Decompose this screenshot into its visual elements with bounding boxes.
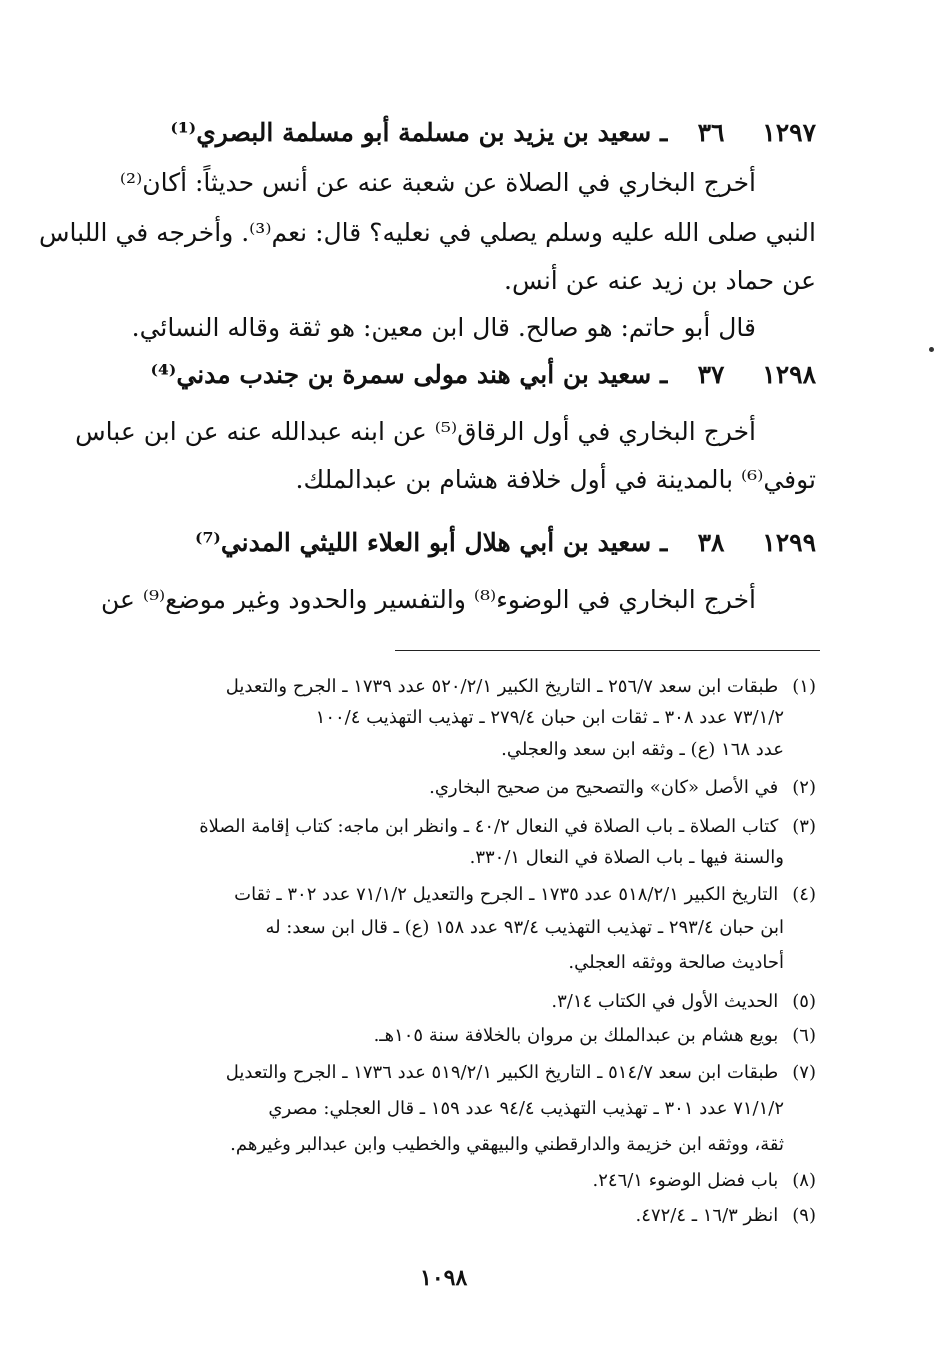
- footnote-marker: (٦): [792, 1025, 816, 1046]
- entry-title: ـ سعيد بن أبي هند مولى سمرة بن جندب مدني⁽⁴⁾: [150, 360, 668, 389]
- footnote-text: كتاب الصلاة ـ باب الصلاة في النعال ٤٠/٢ ـ وانظر ابن ماجه: كتاب إقامة الصلاة: [199, 816, 779, 837]
- text-line: أخرج البخاري في أول الرقاق⁽⁵⁾ عن ابنه عبدالله عنه عن ابن عباس: [75, 417, 756, 446]
- footnote-text: والسنة فيها ـ باب الصلاة في النعال ٣٣٠/١.: [469, 847, 784, 868]
- footnote: [116, 1205, 816, 1226]
- entry-sequence: ٣٨: [697, 528, 725, 557]
- text-line: قال أبو حاتم: هو صالح. قال ابن معين: هو ثقة وقاله النسائي.: [131, 313, 756, 342]
- footnote-text: باب فضل الوضوء ٢٤٦/١.: [592, 1170, 779, 1191]
- footnote-marker: (١): [792, 676, 816, 697]
- footnote-marker: (٧): [792, 1062, 816, 1083]
- footnote: [116, 676, 816, 697]
- footnote: [116, 1170, 816, 1191]
- footnote-text: طبقات ابن سعد ٢٥٦/٧ ـ التاريخ الكبير ٥٢٠/٢/١ عدد ١٧٣٩ ـ الجرح والتعديل: [225, 676, 779, 697]
- entry-heading: [116, 360, 816, 389]
- footnote-text: انظر ١٦/٣ ـ ٤٧٢/٤.: [635, 1205, 779, 1226]
- entry-number: ١٢٩٧: [762, 118, 816, 147]
- footnote-marker: (٢): [792, 777, 816, 798]
- footnote-text: في الأصل «كان» والتصحيح من صحيح البخاري.: [429, 777, 779, 798]
- footnote-text: ابن حبان ٢٩٣/٤ ـ تهذيب التهذيب ٩٣/٤ عدد ١٥٨ (ع) ـ قال ابن سعد: له: [265, 917, 784, 938]
- footnote: [116, 991, 816, 1012]
- entry-title: ـ سعيد بن أبي هلال أبو العلاء الليثي المدني⁽⁷⁾: [194, 528, 668, 557]
- footnote-marker: (٤): [792, 884, 816, 905]
- footnote-marker: (٨): [792, 1170, 816, 1191]
- text-line: أخرج البخاري في الصلاة عن شعبة عنه عن أنس حديثاً: أكان⁽²⁾: [119, 168, 756, 197]
- footnote: [116, 816, 816, 837]
- footnote: [116, 1025, 816, 1046]
- footnote-text: التاريخ الكبير ٥١٨/٢/١ عدد ١٧٣٥ ـ الجرح والتعديل ٧١/١/٢ عدد ٣٠٢ ـ ثقات: [234, 884, 779, 905]
- entry-heading: [116, 118, 816, 147]
- footnote-marker: (٥): [792, 991, 816, 1012]
- entry-sequence: ٣٧: [697, 360, 725, 389]
- footnote-text: ٧٣/١/٢ عدد ٣٠٨ ـ ثقات ابن حبان ٢٧٩/٤ ـ تهذيب التهذيب ١٠٠/٤: [315, 707, 784, 728]
- entry-number: ١٢٩٩: [762, 528, 816, 557]
- footnote-text: أحاديث صالحة ووثقه العجلي.: [568, 952, 784, 973]
- text-line: النبي صلى الله عليه وسلم يصلي في نعليه؟ قال: نعم⁽³⁾. وأخرجه في اللباس: [38, 218, 816, 247]
- footnote: [116, 777, 816, 798]
- footnote-text: عدد ١٦٨ (ع) ـ وثقه ابن سعد والعجلي.: [501, 739, 784, 760]
- footnote-text: الحديث الأول في الكتاب ٣/١٤.: [551, 991, 779, 1012]
- footnote-text: طبقات ابن سعد ٥١٤/٧ ـ التاريخ الكبير ٥١٩/٢/١ عدد ١٧٣٦ ـ الجرح والتعديل: [225, 1062, 779, 1083]
- footnote-text: ثقة، ووثقه ابن خزيمة والدارقطني والبيهقي والخطيب وابن عبدالبر وغيرهم.: [230, 1134, 784, 1155]
- entry-title: ـ سعيد بن يزيد بن مسلمة أبو مسلمة البصري⁽¹⁾: [170, 118, 668, 147]
- text-line: توفي⁽⁶⁾ بالمدينة في أول خلافة هشام بن عبدالملك.: [295, 465, 816, 494]
- entry-sequence: ٣٦: [697, 118, 725, 147]
- text-line: أخرج البخاري في الوضوء⁽⁸⁾ والتفسير والحدود وغير موضع⁽⁹⁾ عن: [100, 585, 756, 614]
- entry-number: ١٢٩٨: [762, 360, 816, 389]
- footnote: [116, 1062, 816, 1083]
- text-line: عن حماد بن زيد عنه عن أنس.: [504, 266, 816, 295]
- footnote-marker: (٩): [792, 1205, 816, 1226]
- page-number: ١٠٩٨: [420, 1265, 468, 1291]
- footnote-text: ٧١/١/٢ عدد ٣٠١ ـ تهذيب التهذيب ٩٤/٤ عدد ١٥٩ ـ قال العجلي: مصري: [268, 1098, 784, 1119]
- footnote-marker: (٣): [792, 816, 816, 837]
- footnote-separator: [395, 650, 820, 651]
- ink-speck: [929, 347, 934, 352]
- entry-heading: [116, 528, 816, 557]
- footnote-text: بويع هشام بن عبدالملك بن مروان بالخلافة سنة ١٠٥هـ.: [373, 1025, 779, 1046]
- footnote: [116, 884, 816, 905]
